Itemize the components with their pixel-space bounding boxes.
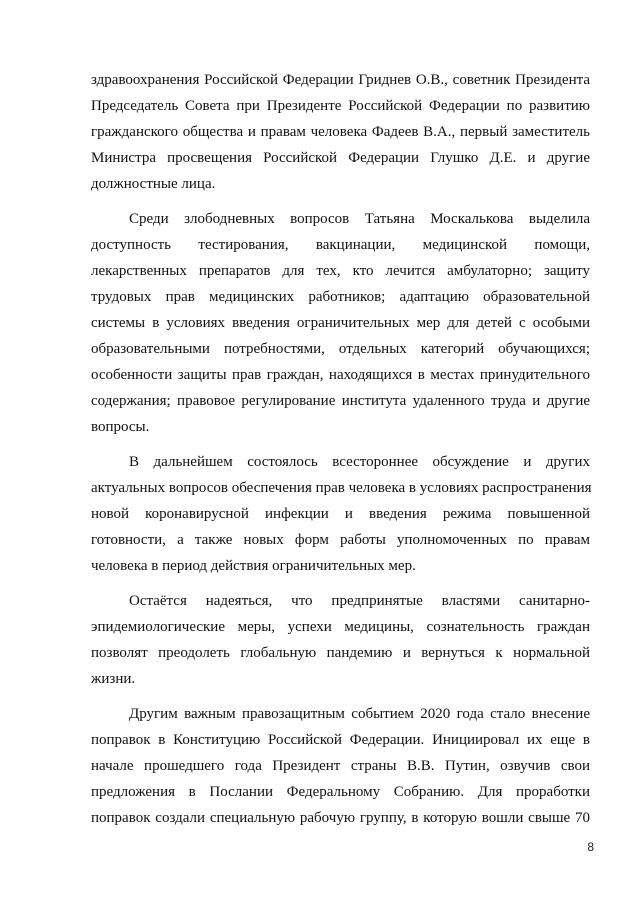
paragraph-discussion <box>91 449 590 579</box>
text-line: содержания; правовое регулирование института удаленного труда и другие <box>91 393 590 409</box>
text-line: лекарственных препаратов для тех, кто лечится амбулаторно; защиту <box>91 263 590 279</box>
paragraph-constitution <box>91 701 590 831</box>
text-line: здравоохранения Российской Федерации Гриднев О.В., советник Президента <box>91 72 590 88</box>
paragraph-hope <box>91 588 590 692</box>
text-line: должностные лица. <box>91 176 216 192</box>
text-line: Председатель Совета при Президенте Российской Федерации по развитию <box>91 98 590 114</box>
text-line: человека в период действия ограничительных мер. <box>91 558 416 574</box>
text-line: Среди злободневных вопросов Татьяна Москалькова выделила <box>129 211 590 227</box>
text-line: образовательными потребностями, отдельных категорий обучающихся; <box>91 341 590 357</box>
text-line: системы в условиях введения ограничительных мер для детей с особыми <box>91 315 590 331</box>
text-line: поправок создали специальную рабочую группу, в которую вошли свыше 70 <box>91 810 590 826</box>
text-line: особенности защиты прав граждан, находящихся в местах принудительного <box>91 367 590 383</box>
text-line: Остаётся надеяться, что предпринятые властями санитарно- <box>129 593 590 609</box>
text-line: предложения в Послании Федеральному Собранию. Для проработки <box>91 784 590 800</box>
page-number: 8 <box>587 840 594 854</box>
paragraph-officials <box>91 67 590 197</box>
text-line: вопросы. <box>91 419 150 435</box>
paragraph-topical-issues <box>91 206 590 440</box>
text-line: Министра просвещения Российской Федерации Глушко Д.Е. и другие <box>91 150 590 166</box>
text-line: трудовых прав медицинских работников; адаптацию образовательной <box>91 289 590 305</box>
text-line: эпидемиологические меры, успехи медицины, сознательность граждан <box>91 619 590 635</box>
text-line: позволят преодолеть глобальную пандемию и вернуться к нормальной <box>91 645 590 661</box>
text-line: поправок в Конституцию Российской Федерации. Инициировал их еще в <box>91 732 590 748</box>
text-line: доступность тестирования, вакцинации, медицинской помощи, <box>91 237 590 253</box>
text-line: новой коронавирусной инфекции и введения режима повышенной <box>91 506 590 522</box>
text-line: начале прошедшего года Президент страны В.В. Путин, озвучив свои <box>91 758 590 774</box>
text-line: Другим важным правозащитным событием 2020 года стало внесение <box>129 706 590 722</box>
body-text <box>91 67 590 840</box>
text-line: жизни. <box>91 671 136 687</box>
text-line: гражданского общества и правам человека Фадеев В.А., первый заместитель <box>91 124 590 140</box>
text-line: готовности, а также новых форм работы уполномоченных по правам <box>91 532 590 548</box>
text-line: актуальных вопросов обеспечения прав человека в условиях распространения <box>91 480 592 496</box>
text-line: В дальнейшем состоялось всестороннее обсуждение и других <box>129 454 590 470</box>
